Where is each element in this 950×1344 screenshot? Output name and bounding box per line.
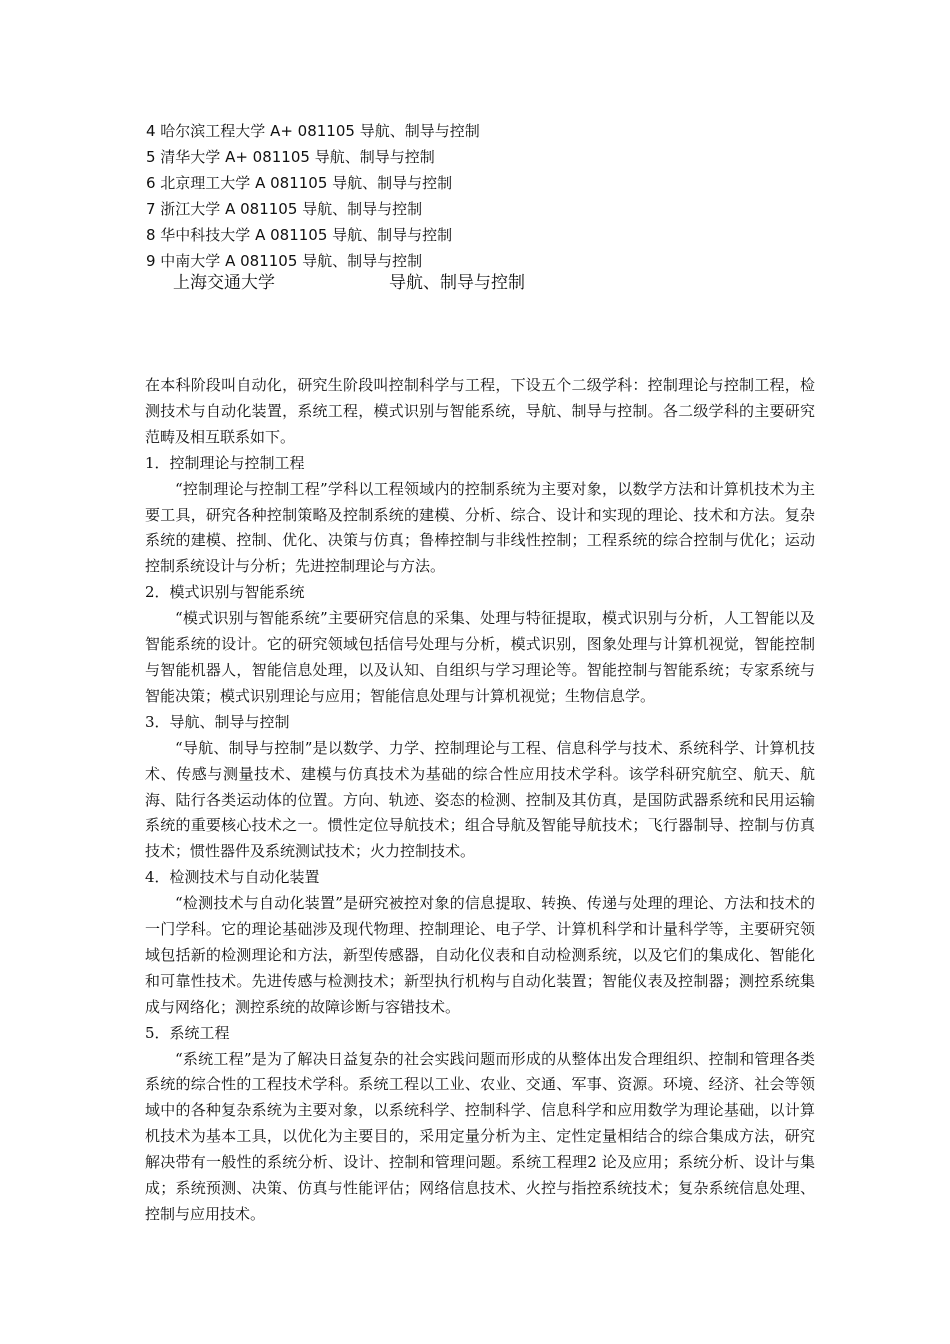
section-heading: 3．导航、制导与控制	[145, 712, 290, 731]
intro-paragraph: 在本科阶段叫自动化，研究生阶段叫控制科学与工程，下设五个二级学科：控制理论与控制工程，检测技术与自动化装置，系统工程，模式识别与智能系统，导航、制导与控制。各二级学科的主要研究范畴及相互联系如下。	[145, 376, 815, 446]
extra-row-school: 上海交通大学	[173, 273, 275, 293]
section-heading: 1．控制理论与控制工程	[145, 453, 305, 472]
section-body: “模式识别与智能系统”主要研究信息的采集、处理与特征提取，模式识别与分析，人工智能以及智能系统的设计。它的研究领域包括信号处理与分析，模式识别，图象处理与计算机视觉，智能控制与智能机器人，智能信息处理，以及认知、自组织与学习理论等。智能控制与智能系统；专家系统与智能决策；模式识别理论与应用；智能信息处理与计算机视觉；生物信息学。	[145, 609, 815, 705]
section-body: “系统工程”是为了解决日益复杂的社会实践问题而形成的从整体出发合理组织、控制和管理各类系统的综合性的工程技术学科。系统工程以工业、农业、交通、军事、资源。环境、经济、社会等领域中的各种复杂系统为主要对象，以系统科学、控制科学、信息科学和应用数学为理论基础，以计算机技术为基本工具，以优化为主要目的，采用定量分析为主、定性定量相结合的综合集成方法，研究解决带有一般性的系统分析、设计、控制和管理问题。系统工程理2 论及应用；系统分析、设计与集成；系统预测、决策、仿真与性能评估；网络信息技术、火控与指控系统技术；复杂系统信息处理、控制与应用技术。	[145, 1049, 815, 1223]
ranking-row: 5 清华大学 A+ 081105 导航、制导与控制	[146, 148, 435, 166]
extra-ranking-row	[173, 271, 525, 295]
ranking-row: 9 中南大学 A 081105 导航、制导与控制	[146, 252, 423, 270]
body-text	[145, 373, 815, 1228]
section-body: “检测技术与自动化装置”是研究被控对象的信息提取、转换、传递与处理的理论、方法和技术的一门学科。它的理论基础涉及现代物理、控制理论、电子学、计算机科学和计量科学等，主要研究领域包括新的检测理论和方法，新型传感器，自动化仪表和自动检测系统，以及它们的集成化、智能化和可靠性技术。先进传感与检测技术；新型执行机构与自动化装置；智能仪表及控制器；测控系统集成与网络化；测控系统的故障诊断与容错技术。	[145, 894, 815, 1016]
ranking-list	[146, 118, 846, 274]
ranking-row: 8 华中科技大学 A 081105 导航、制导与控制	[146, 226, 453, 244]
section-heading: 5．系统工程	[145, 1023, 230, 1042]
section-body: “控制理论与控制工程”学科以工程领域内的控制系统为主要对象，以数学方法和计算机技术为主要工具，研究各种控制策略及控制系统的建模、分析、综合、设计和实现的理论、技术和方法。复杂系统的建模、控制、优化、决策与仿真；鲁棒控制与非线性控制；工程系统的综合控制与优化；运动控制系统设计与分析；先进控制理论与方法。	[145, 479, 815, 576]
section-body: “导航、制导与控制”是以数学、力学、控制理论与工程、信息科学与技术、系统科学、计算机技术、传感与测量技术、建模与仿真技术为基础的综合性应用技术学科。该学科研究航空、航天、航海、陆行各类运动体的位置。方向、轨迹、姿态的检测、控制及其仿真，是国防武器系统和民用运输系统的重要核心技术之一。惯性定位导航技术；组合导航及智能导航技术；飞行器制导、控制与仿真技术；惯性器件及系统测试技术；火力控制技术。	[145, 738, 815, 861]
section-heading: 4．检测技术与自动化装置	[145, 868, 320, 887]
ranking-row: 6 北京理工大学 A 081105 导航、制导与控制	[146, 174, 453, 192]
section-heading: 2．模式识别与智能系统	[145, 583, 305, 602]
extra-row-subject: 导航、制导与控制	[389, 273, 525, 293]
ranking-row: 7 浙江大学 A 081105 导航、制导与控制	[146, 200, 423, 218]
ranking-row: 4 哈尔滨工程大学 A+ 081105 导航、制导与控制	[146, 122, 480, 140]
